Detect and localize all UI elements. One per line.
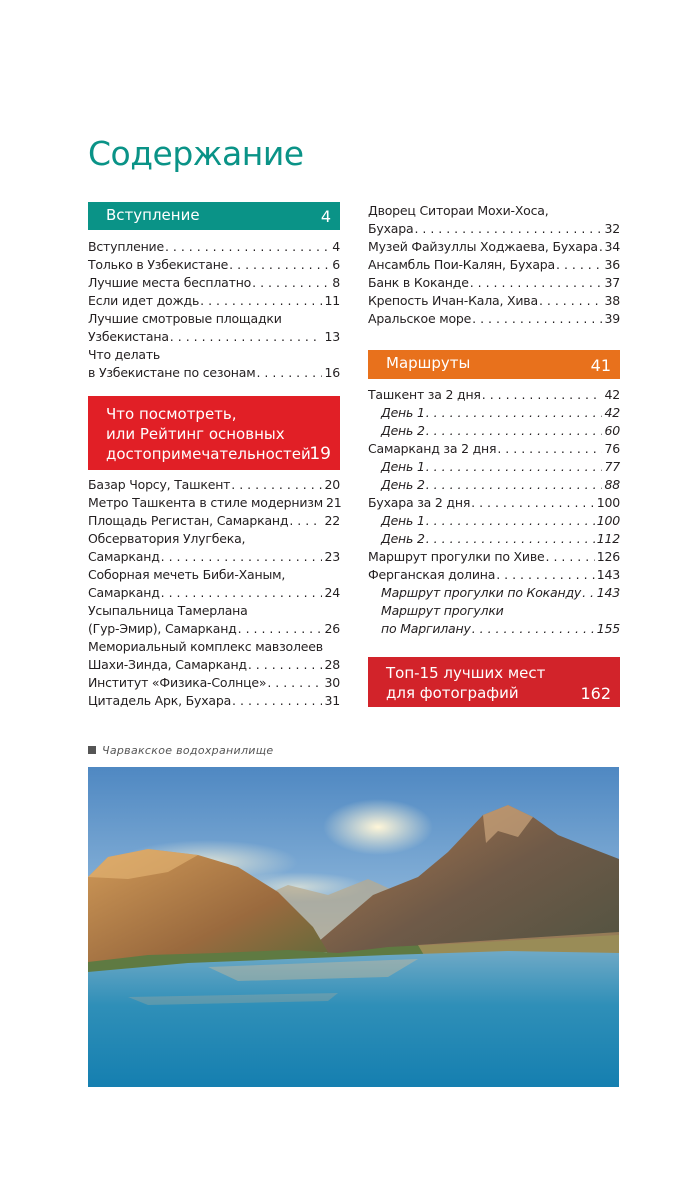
section-title-line: или Рейтинг основных: [106, 425, 285, 443]
toc-entry-page: 30: [324, 675, 340, 690]
toc-entry-title: Вступление: [88, 239, 164, 254]
toc-entry-title: (Гур-Эмир), Самарканд: [88, 621, 237, 636]
section-title-line: достопримечательностей: [106, 445, 311, 463]
reservoir-photo: [88, 767, 619, 1087]
toc-entry[interactable]: [88, 310, 340, 346]
toc-entry-title: Бухара: [368, 221, 414, 236]
toc-entry-page: 11: [324, 293, 340, 308]
toc-entry[interactable]: [88, 476, 340, 494]
toc-entry-page: 4: [332, 239, 340, 254]
toc-entry[interactable]: [368, 404, 620, 422]
toc-entry-page: 23: [324, 549, 340, 564]
toc-entry-title: Только в Узбекистане: [88, 257, 229, 272]
intro-entries: [88, 238, 340, 382]
toc-entry-title: День 1: [381, 513, 425, 528]
toc-entry-title: Самарканд за 2 дня: [368, 441, 497, 456]
toc-leader-dots: [539, 292, 603, 310]
toc-leader-dots: [470, 274, 603, 292]
toc-leader-dots: [426, 404, 603, 422]
section-title-line: Что посмотреть,: [106, 405, 237, 423]
toc-leader-dots: [238, 620, 323, 638]
toc-entry-title: Музей Файзуллы Ходжаева, Бухара: [368, 239, 598, 254]
toc-leader-dots: [414, 220, 602, 238]
caption-bullet-icon: [88, 746, 96, 754]
toc-leader-dots: [471, 494, 595, 512]
toc-entry-title: Маршрут прогулки по Хиве: [368, 549, 545, 564]
section-title-line: Топ-15 лучших мест: [386, 664, 546, 682]
toc-entry-title: Метро Ташкента в стиле модернизм: [88, 495, 323, 510]
sights-entries-right: [368, 202, 620, 328]
toc-entry-title: Маршрут прогулки по Коканду: [381, 585, 582, 600]
toc-leader-dots: [289, 512, 322, 530]
section-page-number: 4: [320, 207, 331, 226]
toc-entry-title: День 2: [381, 531, 425, 546]
photo-caption: [88, 744, 273, 757]
toc-entry-title: День 1: [381, 459, 425, 474]
section-header-sights[interactable]: [88, 396, 340, 470]
toc-entry-title: Самарканд: [88, 549, 160, 564]
toc-entry-page: 8: [332, 275, 340, 290]
toc-entry-page: 26: [324, 621, 340, 636]
toc-entry-title: Обсерватория Улугбека,: [88, 531, 246, 546]
toc-entry[interactable]: [368, 256, 620, 274]
toc-entry-title: Бухара за 2 дня: [368, 495, 471, 510]
toc-entry-title: Если идет дождь: [88, 293, 200, 308]
toc-entry-page: 37: [604, 275, 620, 290]
toc-entry-page: 42: [604, 387, 620, 402]
toc-entry-title: Базар Чорсу, Ташкент: [88, 477, 231, 492]
section-title-line: для фотографий: [386, 684, 519, 702]
toc-entry[interactable]: [368, 440, 620, 458]
toc-leader-dots: [556, 256, 602, 274]
page-title: Содержание: [88, 134, 304, 174]
toc-entry-title: Усыпальница Тамерлана: [88, 603, 248, 618]
toc-entry[interactable]: [88, 512, 340, 530]
toc-entry-page: 16: [324, 365, 340, 380]
toc-entry[interactable]: [88, 692, 340, 710]
toc-leader-dots: [232, 692, 322, 710]
toc-entry-page: 6: [332, 257, 340, 272]
toc-entry[interactable]: [88, 530, 340, 566]
toc-entry[interactable]: [368, 386, 620, 404]
toc-entry[interactable]: [368, 458, 620, 476]
sights-entries-left: [88, 476, 340, 710]
toc-leader-dots: [472, 620, 595, 638]
toc-entry-page: 42: [604, 405, 620, 420]
landscape-illustration: [88, 767, 619, 1087]
toc-entry-title: Лучшие смотровые площадки: [88, 311, 282, 326]
toc-entry-title: Соборная мечеть Биби-Ханым,: [88, 567, 286, 582]
section-page-number: 41: [590, 356, 611, 375]
toc-entry-page: 77: [604, 459, 620, 474]
toc-leader-dots: [252, 274, 330, 292]
toc-entry-title: Банк в Коканде: [368, 275, 469, 290]
toc-leader-dots: [426, 476, 603, 494]
toc-entry[interactable]: [368, 274, 620, 292]
toc-leader-dots: [472, 310, 602, 328]
toc-entry-page: 155: [596, 621, 620, 636]
toc-entry-page: 24: [324, 585, 340, 600]
section-header-routes[interactable]: [368, 350, 620, 379]
toc-leader-dots: [200, 292, 322, 310]
toc-entry-page: 38: [604, 293, 620, 308]
toc-entry[interactable]: [88, 674, 340, 692]
toc-entry-page: 112: [596, 531, 620, 546]
toc-entry-title: Площадь Регистан, Самарканд: [88, 513, 289, 528]
toc-leader-dots: [267, 674, 322, 692]
toc-entry[interactable]: [88, 638, 340, 674]
toc-entry-page: 34: [604, 239, 620, 254]
toc-entry-page: 28: [324, 657, 340, 672]
toc-leader-dots: [161, 548, 323, 566]
toc-leader-dots: [170, 328, 323, 346]
section-title: Вступление: [106, 206, 200, 224]
toc-entry-page: 39: [604, 311, 620, 326]
toc-entry-page: 36: [604, 257, 620, 272]
toc-entry-title: Институт «Физика-Солнце»: [88, 675, 267, 690]
toc-entry-title: День 2: [381, 423, 425, 438]
toc-entry-page: 21: [325, 495, 342, 510]
toc-leader-dots: [496, 566, 595, 584]
section-page-number: 162: [580, 684, 611, 703]
toc-entry-page: 32: [604, 221, 620, 236]
toc-leader-dots: [248, 656, 323, 674]
toc-entry[interactable]: [88, 238, 340, 256]
toc-entry[interactable]: [368, 566, 620, 584]
toc-entry-title: Ансамбль Пои-Калян, Бухара: [368, 257, 555, 272]
toc-entry-title: Цитадель Арк, Бухара: [88, 693, 232, 708]
toc-entry-title: Шахи-Зинда, Самарканд: [88, 657, 247, 672]
toc-entry-title: в Узбекистане по сезонам: [88, 365, 256, 380]
toc-entry-page: 60: [604, 423, 620, 438]
toc-entry-page: 88: [604, 477, 620, 492]
toc-entry[interactable]: [368, 202, 620, 238]
toc-entry[interactable]: [88, 346, 340, 382]
toc-leader-dots: [231, 476, 322, 494]
section-page-number: 19: [309, 444, 331, 464]
toc-entry-title: Крепость Ичан-Кала, Хива: [368, 293, 538, 308]
toc-leader-dots: [161, 584, 323, 602]
toc-leader-dots: [482, 386, 603, 404]
toc-leader-dots: [256, 364, 322, 382]
section-title: Маршруты: [386, 354, 471, 372]
caption-text: Чарвакское водохранилище: [102, 744, 274, 757]
toc-entry-title: Узбекистана: [88, 329, 169, 344]
toc-entry-page: 143: [596, 585, 620, 600]
toc-leader-dots: [229, 256, 330, 274]
toc-leader-dots: [497, 440, 602, 458]
toc-entry[interactable]: [88, 566, 340, 602]
toc-entry[interactable]: [368, 584, 620, 602]
toc-entry-title: День 1: [381, 405, 425, 420]
toc-entry-page: 126: [596, 549, 620, 564]
toc-entry[interactable]: [88, 292, 340, 310]
toc-entry[interactable]: [368, 310, 620, 328]
toc-entry-title: Мемориальный комплекс мавзолеев: [88, 639, 323, 654]
toc-entry-title: День 2: [381, 477, 425, 492]
toc-entry[interactable]: [368, 238, 620, 256]
toc-entry-title: Что делать: [88, 347, 161, 362]
toc-entry-title: Ферганская долина: [368, 567, 496, 582]
toc-entry-title: Маршрут прогулки: [381, 603, 504, 618]
toc-entry-page: 13: [324, 329, 340, 344]
section-header-intro[interactable]: [88, 202, 340, 230]
toc-entry-title: Аральское море: [368, 311, 472, 326]
toc-left-column: [88, 202, 340, 710]
toc-entry[interactable]: [368, 530, 620, 548]
toc-entry-title: по Маргилану: [381, 621, 471, 636]
toc-leader-dots: [426, 512, 595, 530]
toc-leader-dots: [426, 530, 595, 548]
toc-entry-title: Лучшие места бесплатно: [88, 275, 252, 290]
toc-entry[interactable]: [368, 548, 620, 566]
toc-entry[interactable]: [88, 494, 340, 512]
toc-right-column: [368, 202, 620, 707]
toc-entry-page: 20: [324, 477, 340, 492]
toc-entry-page: 100: [596, 495, 620, 510]
toc-leader-dots: [582, 584, 595, 602]
toc-entry[interactable]: [88, 602, 340, 638]
toc-entry[interactable]: [88, 256, 340, 274]
toc-entry[interactable]: [368, 494, 620, 512]
toc-entry-page: 143: [596, 567, 620, 582]
routes-entries: [368, 386, 620, 638]
toc-entry[interactable]: [368, 512, 620, 530]
toc-entry[interactable]: [368, 602, 620, 638]
toc-entry-title: Самарканд: [88, 585, 160, 600]
toc-leader-dots: [546, 548, 595, 566]
toc-entry[interactable]: [368, 476, 620, 494]
toc-entry-title: Дворец Ситораи Мохи-Хоса,: [368, 203, 549, 218]
toc-leader-dots: [426, 422, 603, 440]
section-header-top15[interactable]: [368, 657, 620, 707]
toc-entry-page: 31: [324, 693, 340, 708]
toc-entry[interactable]: [368, 292, 620, 310]
toc-leader-dots: [426, 458, 603, 476]
toc-entry-title: Ташкент за 2 дня: [368, 387, 481, 402]
toc-entry[interactable]: [88, 274, 340, 292]
toc-entry-page: 22: [324, 513, 340, 528]
toc-leader-dots: [599, 238, 603, 256]
toc-entry[interactable]: [368, 422, 620, 440]
toc-entry-page: 100: [596, 513, 620, 528]
toc-entry-page: 76: [604, 441, 620, 456]
toc-leader-dots: [165, 238, 330, 256]
